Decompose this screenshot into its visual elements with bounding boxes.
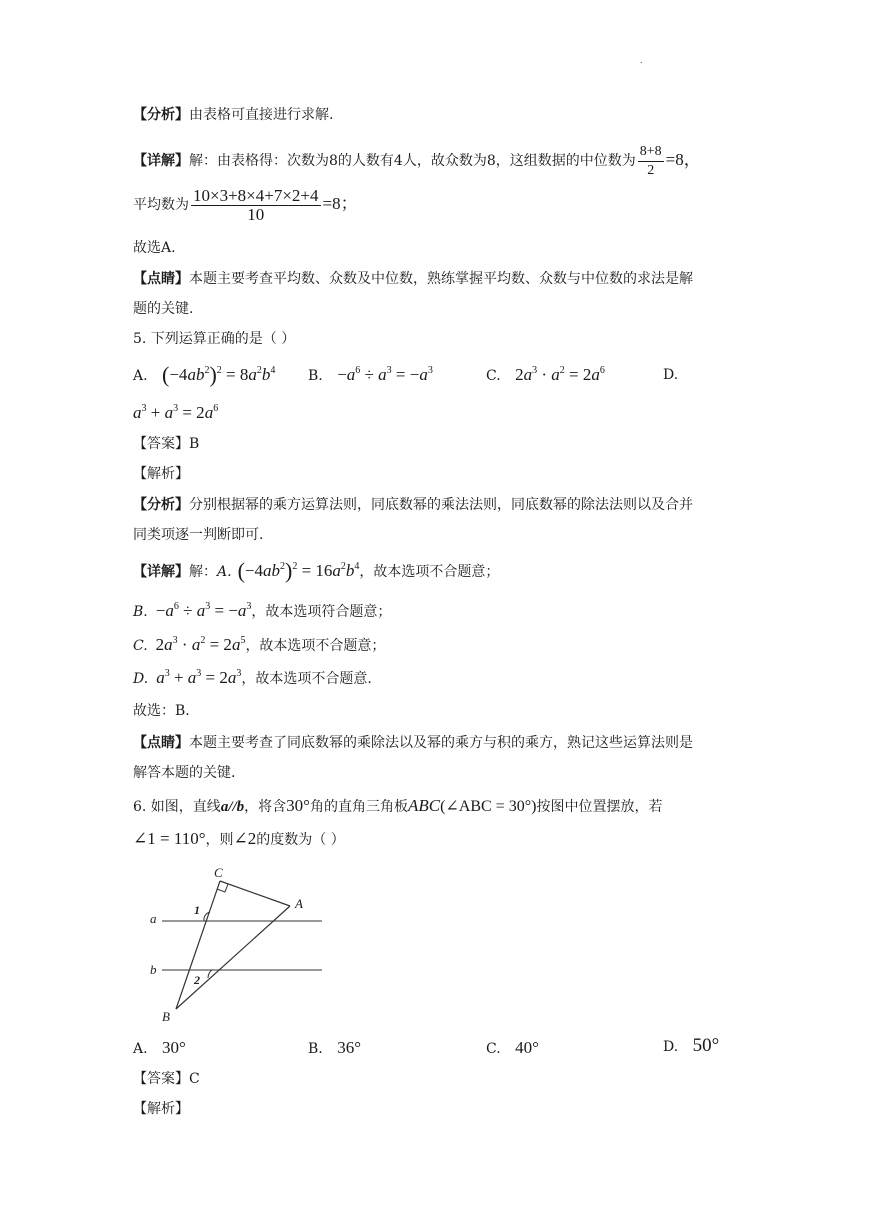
q4-mean-prefix: 平均数为 [133,197,189,213]
q5-choice-line: 故选：B. [133,703,190,719]
q6-stem-part5: ，则 [205,832,234,848]
q5-analysis-tag: 【分析】 [133,497,189,513]
q4-mean-line [133,184,358,225]
q5-option-d-label: D. [663,367,679,383]
q5-detail-b-comment: ，故本选项符合题意； [251,604,392,620]
q5-detail-b-formula: $-a^6 \div a^3 = -a^3$ [155,601,252,620]
q6-angle2: ∠2 [233,829,257,848]
q5-detail-tag: 【详解】 [133,564,189,580]
label-A: A [295,896,303,911]
q5-detail-a-comment: ，故本选项不合题意； [359,564,500,580]
q4-detail-line [133,140,701,181]
q5-detail-a-formula: $(-4ab^2)^2 = 16a^2b^4$ [237,558,360,583]
q6-option-d [663,1035,719,1058]
q4-comment-tag: 【点睛】 [133,271,189,287]
q5-detail-line-a [133,560,499,583]
q4-median-den: 2 [647,162,655,178]
label-a: a [150,911,157,926]
label-angle2: 2 [194,973,200,987]
q4-comment-line1 [133,268,693,290]
q4-mean-den: 10 [247,204,265,224]
q4-detail-text: 解：由表格得：次数为8的人数有4人，故众数为8，这组数据的中位数为 [189,153,636,169]
q5-option-c-formula: $2a^3 \cdot a^2 = 2a^6$ [515,365,605,384]
q6-option-a-label: A. [133,1041,148,1057]
label-C: C [214,865,223,880]
q4-comment-text1: 本题主要考查平均数、众数及中位数，熟练掌握平均数、众数与中位数的求法是解 [189,271,693,287]
label-angle1: 1 [194,903,200,917]
q6-jiexi-line: 【解析】 [133,1101,189,1117]
q6-option-b-label: B. [308,1041,323,1057]
q6-option-a [133,1037,186,1060]
q6-option-c-label: C. [486,1041,501,1057]
q6-option-c-value: 40° [515,1038,539,1057]
q4-analysis-tag: 【分析】 [133,107,189,123]
q5-detail-c-comment: ，故本选项不合题意； [245,638,386,654]
q5-detail-d-formula: $a^3 + a^3 = 2a^3$ [156,668,242,687]
q4-mean-num: 10×3+8×4+7×2+4 [193,185,319,205]
q6-option-b-value: 36° [337,1038,362,1057]
side-ca [220,881,290,906]
q5-comment-tag: 【点睛】 [133,735,189,751]
q5-comment-line1 [133,732,693,754]
q6-stem-line2 [133,828,345,851]
q4-comment-line2: 题的关键. [133,301,194,317]
q6-stem-part2: ，将含 [244,799,287,815]
q5-jiexi-line: 【解析】 [133,466,189,482]
q6-parallel: a//b [220,799,245,815]
q5-detail-prefix: 解： [189,564,217,580]
q5-stem: 5. 下列运算正确的是（ ） [133,331,296,347]
q5-option-b [308,364,433,387]
q6-answer-line: 【答案】C [133,1071,200,1087]
q4-mean-fraction [191,187,321,224]
q4-analysis-line [133,104,333,126]
q6-angle30: 30° [286,796,310,815]
q4-median-result: =8， [665,150,701,169]
label-B: B [162,1009,170,1024]
q6-stem-part3: 角的直角三角板 [309,799,408,815]
q4-median-fraction [638,143,664,180]
q6-figure [140,860,340,1030]
q5-option-a-label: A. [133,368,148,384]
label-b: b [150,962,157,977]
q5-comment-text1: 本题主要考查了同底数幂的乘除法以及幂的乘方与积的乘方，熟记这些运算法则是 [189,735,693,751]
q6-option-d-label: D. [663,1039,679,1055]
q6-stem-line1 [133,795,662,818]
q5-comment-line2: 解答本题的关键. [133,765,236,781]
q5-answer-line: 【答案】B [133,436,200,452]
q5-option-c [486,364,605,387]
q6-option-c [486,1037,539,1060]
q5-analysis-line1 [133,494,693,516]
q6-abc: ABC [407,796,441,815]
q5-option-a [133,364,275,387]
q6-stem-part6: 的度数为（ ） [256,832,345,848]
q6-option-d-value: 50° [692,1035,720,1056]
q4-median-num: 8+8 [638,143,664,162]
q5-detail-d-label: D. [133,671,149,687]
q5-detail-a-label: A. [217,564,232,580]
q5-detail-c-formula: $2a^3 \cdot a^2 = 2a^5$ [155,635,246,654]
q6-stem-part1: 6. 如图，直线 [133,799,221,815]
q4-mean-result: =8； [322,194,358,213]
q6-angle1-cond: ∠1 = 110° [133,829,206,848]
q5-detail-line-c [133,634,385,657]
q5-option-b-label: B. [308,368,323,384]
q6-option-a-value: 30° [162,1038,186,1057]
q5-option-d [663,364,678,386]
q5-detail-line-b [133,600,391,623]
q5-detail-b-label: B. [133,604,148,620]
q5-option-b-formula: $-a^6 \div a^3 = -a^3$ [337,365,433,384]
q5-option-c-label: C. [486,368,501,384]
q5-analysis-text1: 分别根据幂的乘方运算法则，同底数幂的乘法法则，同底数幂的除法法则以及合并 [189,497,693,513]
q4-analysis-text: 由表格可直接进行求解. [189,107,334,123]
q5-option-a-formula: $(-4ab^2)^2 = 8a^2b^4$ [162,362,276,387]
q4-choice-line: 故选A. [133,240,176,256]
q6-option-b [308,1037,361,1060]
q4-detail-tag: 【详解】 [133,153,189,169]
q5-analysis-line2: 同类项逐一判断即可. [133,527,264,543]
q5-detail-d-comment: ，故本选项不合题意. [241,671,372,687]
q6-stem-part4: 按图中位置摆放，若 [536,799,663,815]
q5-detail-line-d [133,667,372,690]
header-dot: . [640,56,643,65]
q5-option-d-formula: $a^3 + a^3 = 2a^6$ [133,403,219,422]
q6-abc-cond: (∠ABC = 30°) [440,798,537,815]
q5-detail-c-label: C. [133,638,148,654]
